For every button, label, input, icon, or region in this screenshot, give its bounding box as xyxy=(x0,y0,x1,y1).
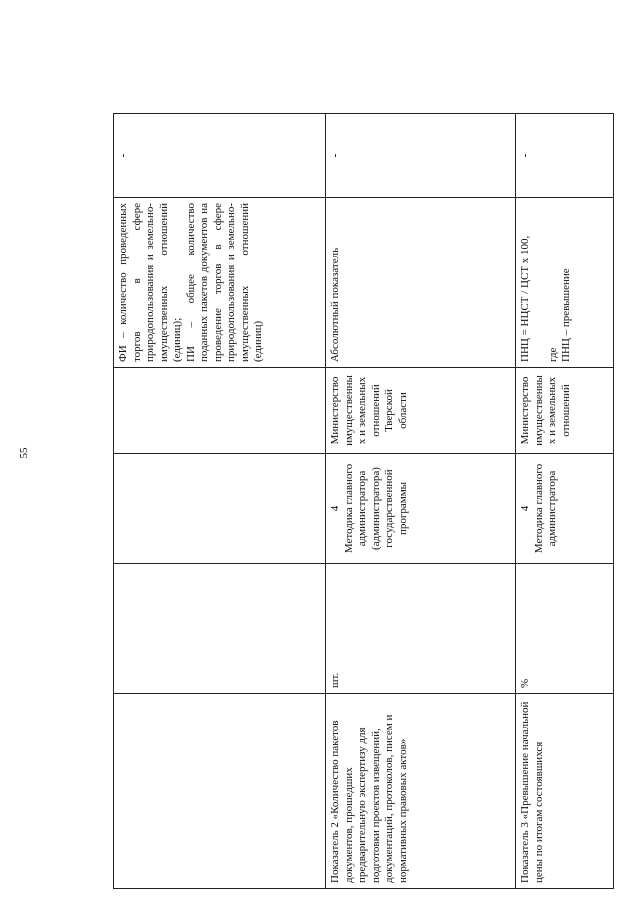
indicator-name-cell: Показатель 2 «Количество пакетов документов, прошедших предварительную экспертизу для подготовки проектов извещений, документаций, протоколов, писем и нормативных правовых актов» xyxy=(326,694,516,889)
formula-where: где xyxy=(546,347,559,362)
indicator-name-cell: Показатель 3 «Превышение начальной цены по итогам состоявшихся xyxy=(516,694,614,889)
unit-cell xyxy=(114,564,326,694)
unit-cell: % xyxy=(516,564,614,694)
formula-line: Абсолютный показатель xyxy=(329,247,341,362)
extra-cell: - xyxy=(326,114,516,198)
value: 4 xyxy=(519,505,531,512)
source-cell: Министерство имущественных и земельных отношений xyxy=(516,368,614,454)
extra-cell: - xyxy=(516,114,614,198)
formula-cell xyxy=(114,198,326,368)
formula-spacer xyxy=(533,203,547,362)
indicators-table xyxy=(113,113,614,889)
source-cell xyxy=(114,368,326,454)
method: Методика главного администратора (администратора) государственной программы xyxy=(342,463,409,554)
formula-line: ФИ – количество проведенных торгов в сфере природопользования и земельно-имущественных отношений (единиц); xyxy=(117,203,184,362)
formula-line: ПНЦ – превышение xyxy=(560,268,573,362)
rotated-table-container xyxy=(113,114,613,889)
indicator-name-cell xyxy=(114,694,326,889)
formula-cell xyxy=(516,198,614,368)
value: 4 xyxy=(329,505,341,512)
table-row xyxy=(114,114,326,889)
source-cell: Министерство имущественных и земельных отношений Тверской области xyxy=(326,368,516,454)
formula-line: ПНЦ = НЦСТ / ЦСТ x 100, xyxy=(519,235,531,362)
unit-cell: шт. xyxy=(326,564,516,694)
method: Методика главного администратора xyxy=(532,463,559,554)
method-cell xyxy=(326,454,516,564)
table-row xyxy=(326,114,516,889)
formula-cell xyxy=(326,198,516,368)
method-cell xyxy=(516,454,614,564)
extra-cell: - xyxy=(114,114,326,198)
page-number: 55 xyxy=(18,447,30,459)
formula-line: ПИ – общее количество поданных пакетов документов на проведение торгов в сфере природопользования и земельно-имущественных отношений (единиц) xyxy=(184,203,265,362)
method-cell xyxy=(114,454,326,564)
table-row xyxy=(516,114,614,889)
